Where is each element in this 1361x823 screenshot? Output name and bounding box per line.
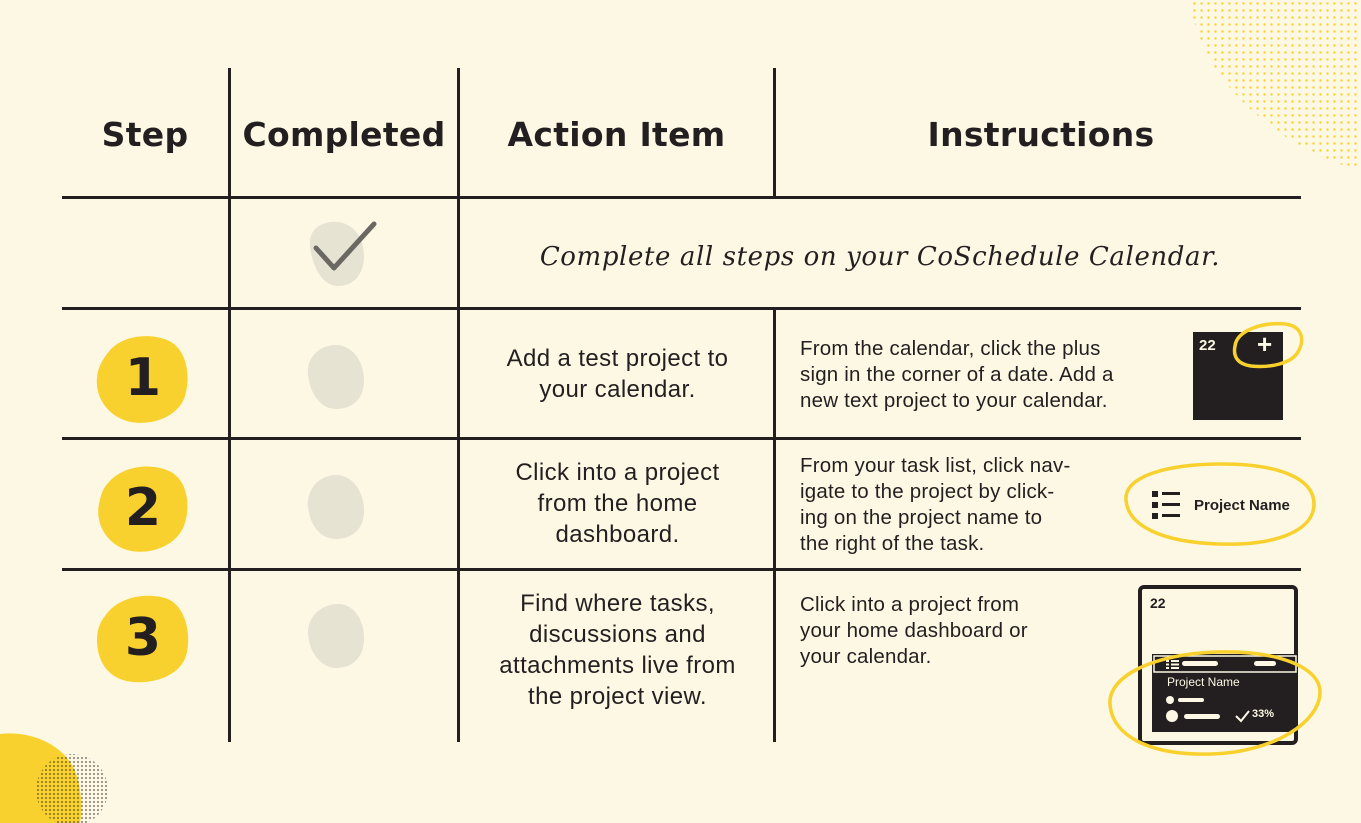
completed-checkbox-2[interactable] xyxy=(304,473,368,543)
horizontal-divider-2 xyxy=(62,307,1301,310)
step-number-2: 2 xyxy=(95,462,191,554)
calendar-date-number: 22 xyxy=(1150,595,1166,611)
action-item-1: Add a test project to your calendar. xyxy=(506,345,729,403)
list-icon xyxy=(1166,660,1179,669)
decorative-corner-blob xyxy=(0,720,120,823)
horizontal-divider-3 xyxy=(62,437,1301,440)
calendar-date-number: 22 xyxy=(1199,337,1216,354)
completed-check-example xyxy=(304,216,379,288)
banner-text: Complete all steps on your CoSchedule Calendar. xyxy=(539,242,1221,272)
instruction-1: From the calendar, click the plus sign in the corner of a date. Add a new text project to your calendar. xyxy=(800,337,1114,412)
header-action-item: Action Item xyxy=(507,115,726,154)
action-item-3: Find where tasks, discussions and attachments live from the project view. xyxy=(499,590,736,710)
vertical-divider-1 xyxy=(228,68,231,742)
completed-checkbox-3[interactable] xyxy=(304,602,368,672)
project-name-label: Project Name xyxy=(1167,675,1240,689)
header-completed: Completed xyxy=(242,115,446,154)
header-instructions: Instructions xyxy=(927,115,1155,154)
completed-checkbox-1[interactable] xyxy=(304,343,368,413)
step-number-3: 3 xyxy=(95,592,191,684)
action-item-2: Click into a project from the home dashboard. xyxy=(515,459,720,548)
step-number-1: 1 xyxy=(95,332,191,424)
list-icon xyxy=(1152,491,1180,519)
instruction-3: Click into a project from your home dashboard or your calendar. xyxy=(800,593,1028,668)
calendar-date-illustration xyxy=(1193,318,1305,422)
instruction-2: From your task list, click nav- igate to the project by click- ing on the project name to the right of the task. xyxy=(800,454,1071,555)
plus-icon[interactable]: + xyxy=(1257,329,1273,359)
header-step: Step xyxy=(101,115,189,154)
horizontal-divider-4 xyxy=(62,568,1301,571)
project-name-label: Project Name xyxy=(1194,497,1290,514)
project-name-illustration xyxy=(1118,460,1318,550)
project-card-illustration xyxy=(1104,584,1326,760)
horizontal-divider-1 xyxy=(62,196,1301,199)
progress-percent: 33% xyxy=(1252,708,1275,720)
